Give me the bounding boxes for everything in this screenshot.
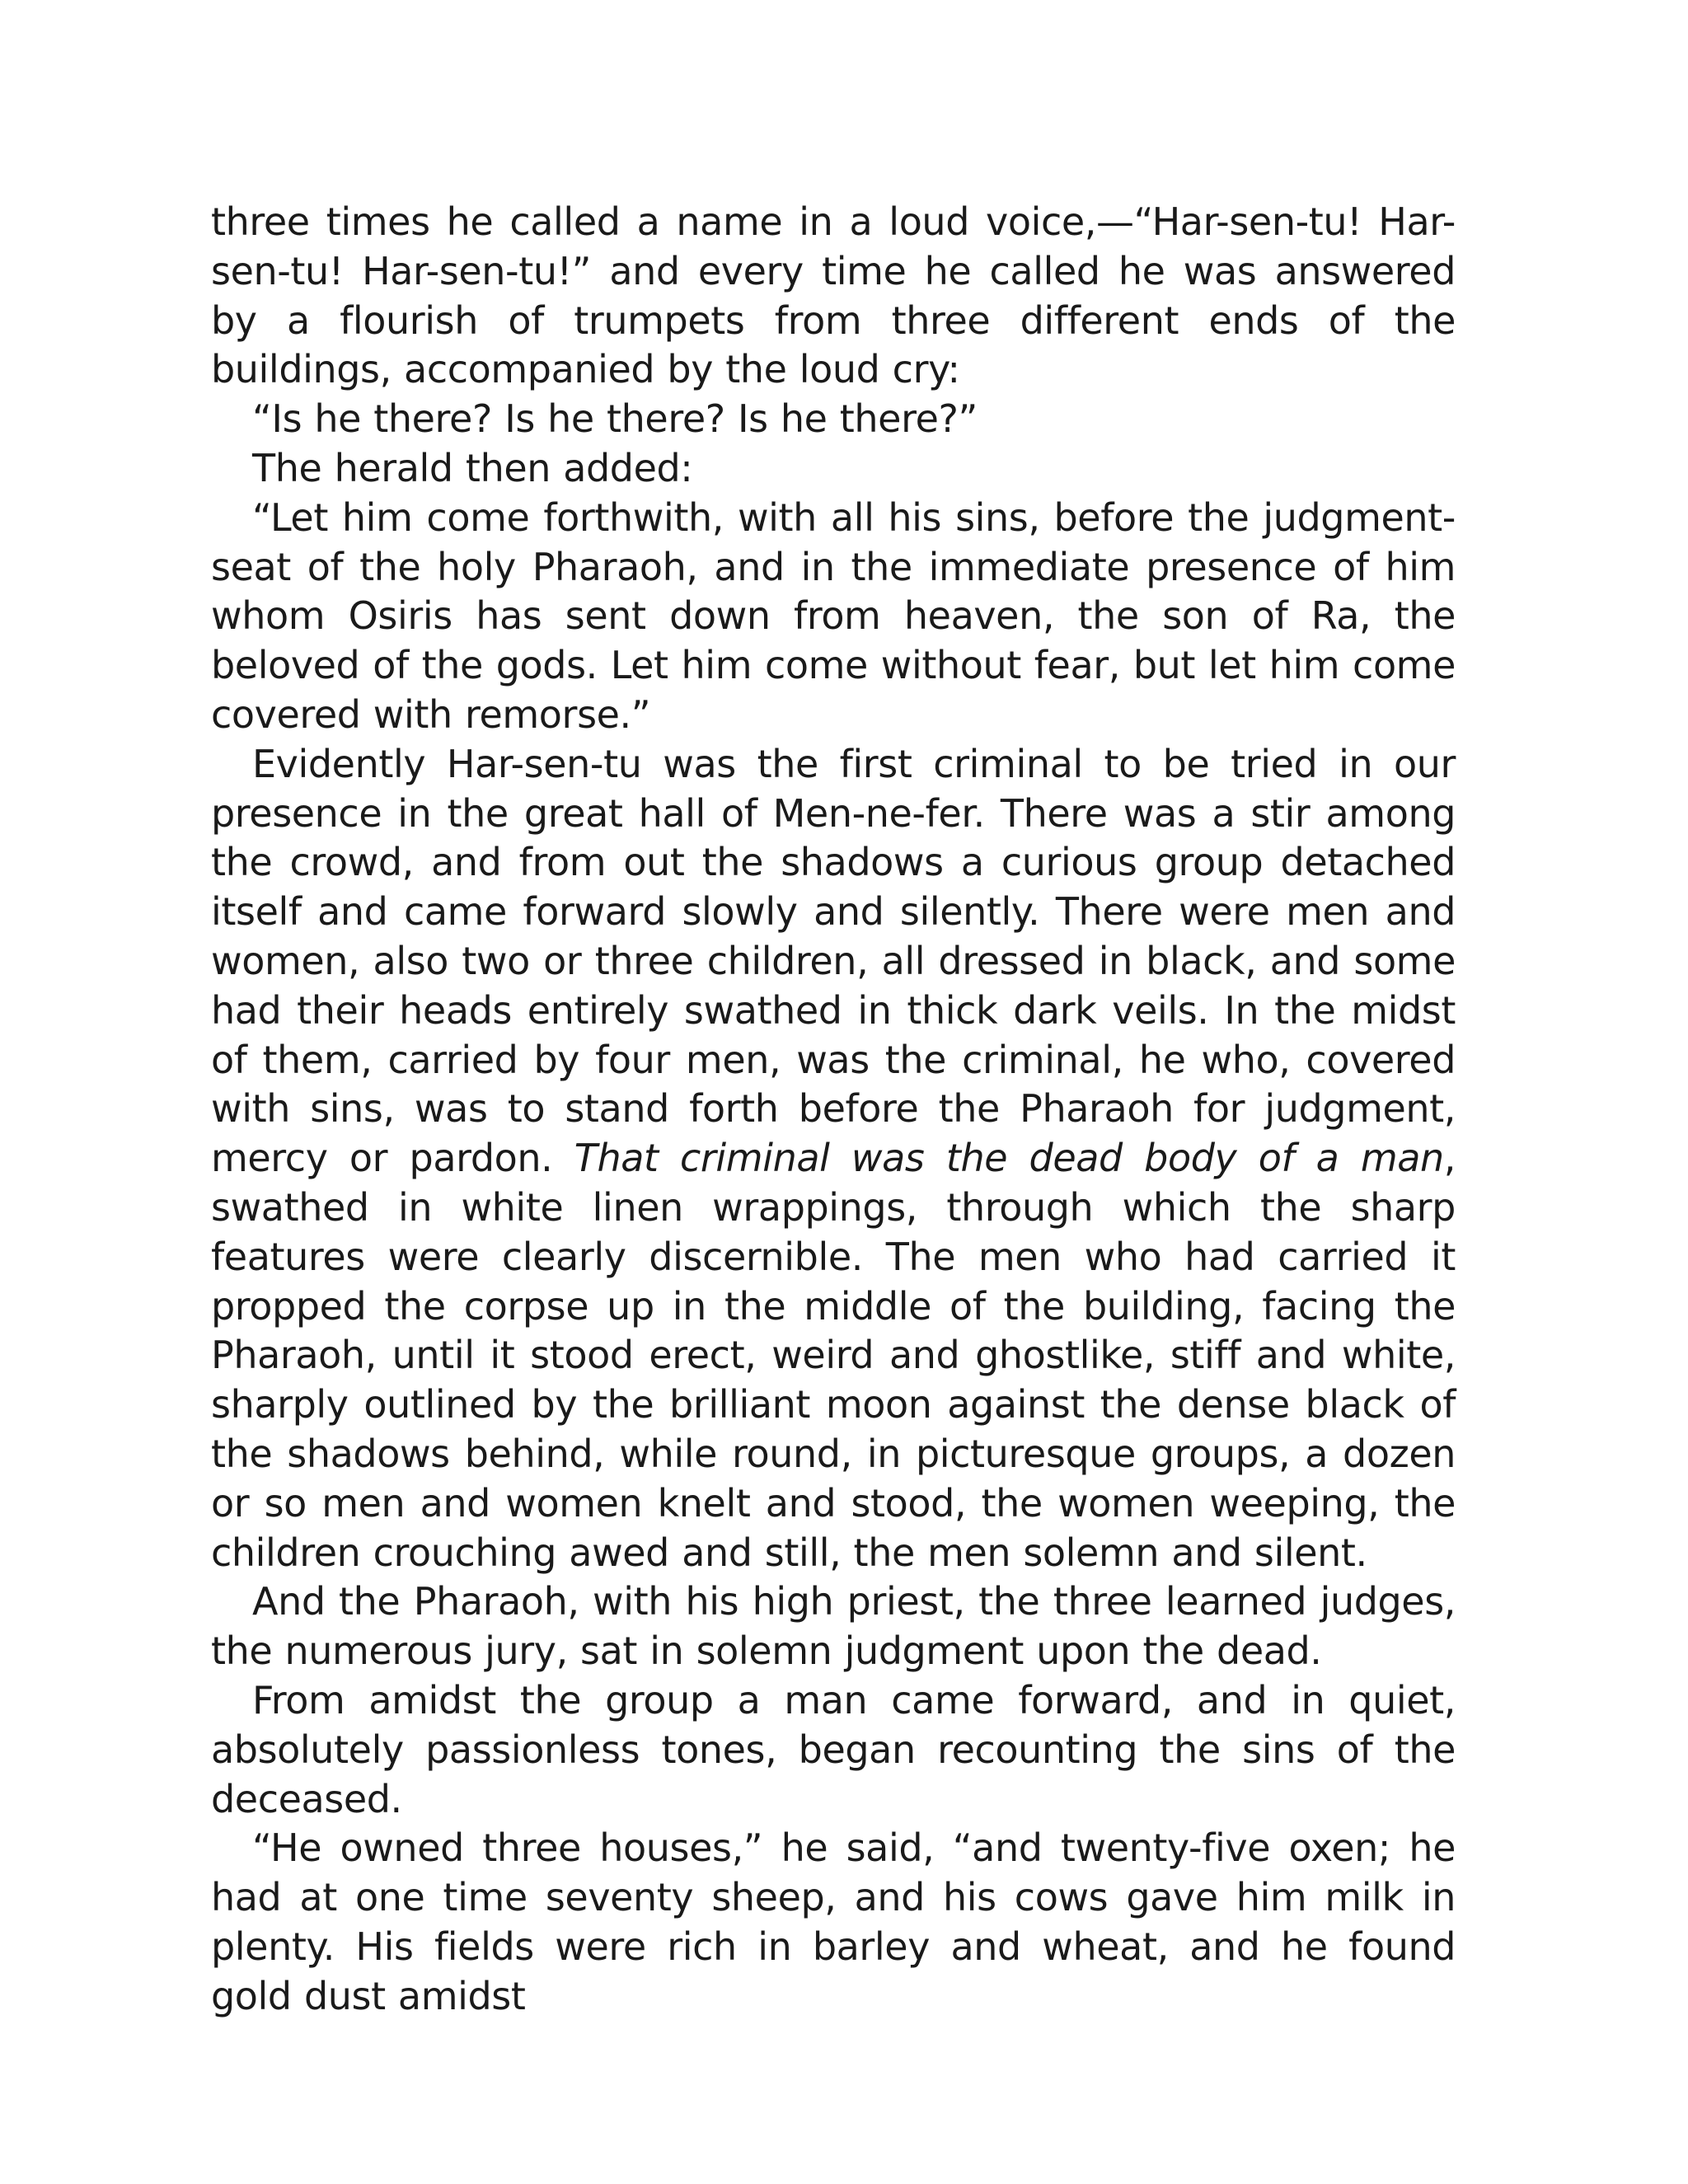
book-page-text <box>211 198 1456 2021</box>
paragraph-herald-call: three times he called a name in a loud voice,—“Har-sen-tu! Har-sen-tu! Har-sen-tu!” and every time he called he was answered by a flourish of trumpets from three different ends of the buildings, accompanied by the loud cry: <box>211 199 1456 392</box>
paragraph-accuser: From amidst the group a man came forward, and in quiet, absolutely passionless tones, began recounting the sins of the deceased. <box>211 1677 1456 1821</box>
paragraph-crowd-cry: “Is he there? Is he there? Is he there?” <box>252 396 978 442</box>
paragraph-sins-recounted: “He owned three houses,” he said, “and twenty-five oxen; he had at one time seventy sheep, and his cows gave him milk in plenty. His fields were rich in barley and wheat, and he found gold dust amidst <box>211 1825 1456 2018</box>
paragraph-criminal-text-after: , swathed in white linen wrappings, through which the sharp features were clearly discernible. The men who had carried it propped the corpse up in the middle of the building, facing the Pharaoh, until it stood erect, weird and ghostlike, stiff and white, sharply outlined by the brilliant moon against the dense black of the shadows behind, while round, in picturesque groups, a dozen or so men and women knelt and stood, the women weeping, the children crouching awed and still, the men solemn and silent. <box>211 1136 1456 1575</box>
paragraph-judgment: And the Pharaoh, with his high priest, the three learned judges, the numerous jury, sat in solemn judgment upon the dead. <box>211 1579 1456 1674</box>
paragraph-criminal-arrives <box>211 740 1456 1578</box>
paragraph-herald-added: The herald then added: <box>252 445 693 490</box>
paragraph-criminal-text-before: Evidently Har-sen-tu was the first criminal to be tried in our presence in the great hall of Men-ne-fer. There was a stir among the crowd, and from out the shadows a curious group detached itself and came forward slowly and silently. There were men and women, also two or three children, all dressed in black, and some had their heads entirely swathed in thick dark veils. In the midst of them, carried by four men, was the criminal, he who, covered with sins, was to stand forth before the Pharaoh for judgment, mercy or pardon. <box>211 741 1456 1181</box>
paragraph-summons: “Let him come forthwith, with all his sins, before the judgment-seat of the holy Pharaoh, and in the immediate presence of him whom Osiris has sent down from heaven, the son of Ra, the beloved of the gods. Let him come without fear, but let him come covered with remorse.” <box>211 494 1456 737</box>
paragraph-criminal-italic: That criminal was the dead body of a man <box>574 1136 1444 1181</box>
